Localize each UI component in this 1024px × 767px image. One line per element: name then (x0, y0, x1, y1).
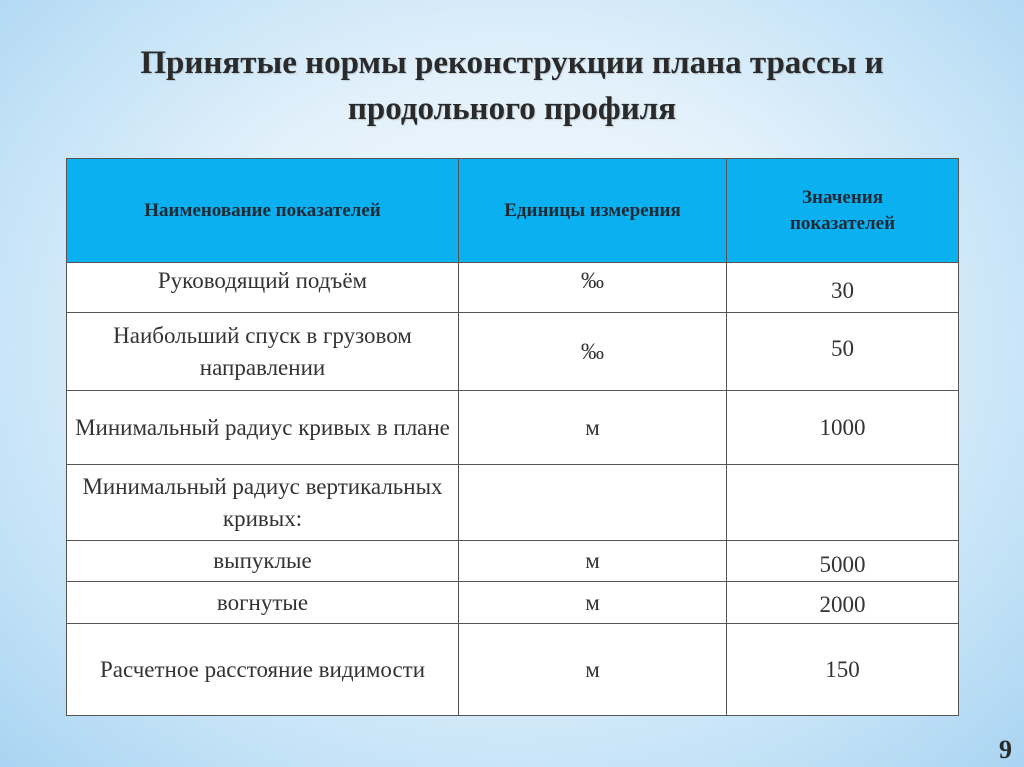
row-unit: м (459, 582, 727, 624)
row-value: 2000 (727, 582, 959, 624)
row-value (727, 465, 959, 541)
page-number: 9 (999, 735, 1012, 764)
row-name: Наибольший спуск в грузовом направлении (67, 313, 459, 391)
row-unit: м (459, 391, 727, 465)
norms-table (66, 158, 959, 716)
row-unit: ‰ (459, 313, 727, 391)
table-row (67, 582, 959, 624)
title-line-2: продольного профиля (347, 91, 677, 127)
header-value: Значения показателей (727, 159, 959, 263)
slide-title (0, 40, 1024, 132)
row-name: Минимальный радиус вертикальных кривых: (67, 465, 459, 541)
row-value: 50 (727, 313, 959, 391)
table-row (67, 624, 959, 716)
table-row (67, 263, 959, 313)
row-value: 5000 (727, 541, 959, 582)
row-value: 30 (727, 263, 959, 313)
table-row (67, 313, 959, 391)
row-name: вогнутые (67, 582, 459, 624)
table-row (67, 465, 959, 541)
row-unit: ‰ (459, 263, 727, 313)
row-unit (459, 465, 727, 541)
row-name: выпуклые (67, 541, 459, 582)
header-row (67, 159, 959, 263)
row-value: 1000 (727, 391, 959, 465)
row-unit: м (459, 541, 727, 582)
table-row (67, 541, 959, 582)
row-name: Минимальный радиус кривых в плане (67, 391, 459, 465)
row-value: 150 (727, 624, 959, 716)
header-unit: Единицы измерения (459, 159, 727, 263)
row-name: Руководящий подъём (67, 263, 459, 313)
header-name: Наименование показателей (67, 159, 459, 263)
row-name: Расчетное расстояние видимости (67, 624, 459, 716)
table-row (67, 391, 959, 465)
row-unit: м (459, 624, 727, 716)
title-line-1: Принятые нормы реконструкции плана трассы и (140, 45, 884, 81)
